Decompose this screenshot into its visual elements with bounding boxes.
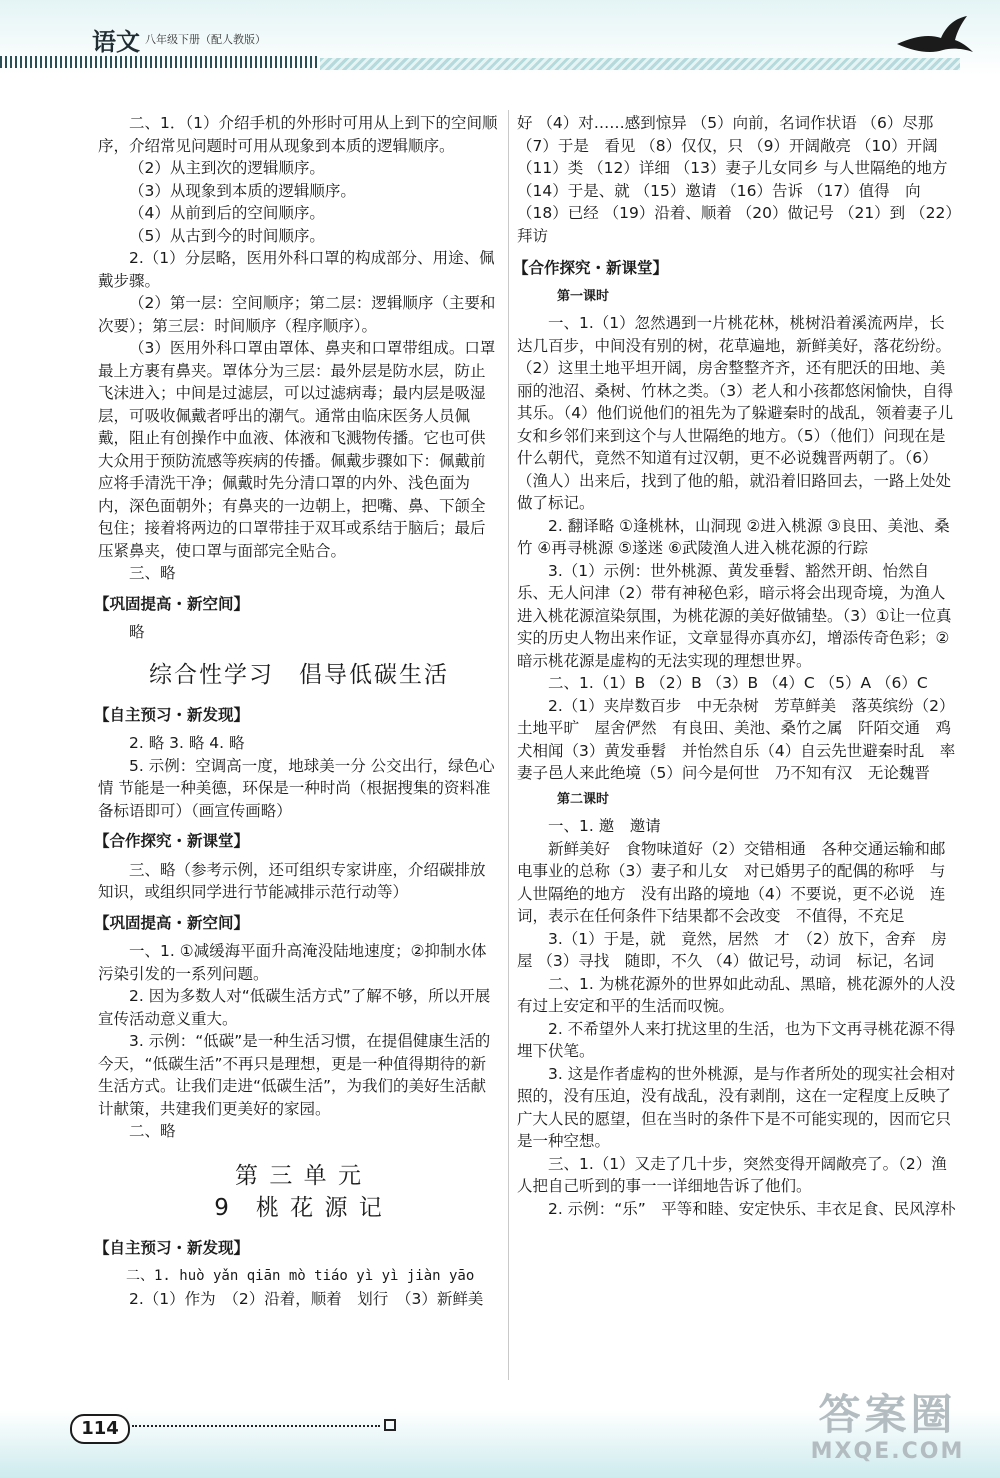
section-heading: 【巩固提高・新空间】 bbox=[94, 913, 250, 932]
section-heading: 【合作探究・新课堂】 bbox=[513, 259, 669, 277]
topic-title: 综合性学习 倡导低碳生活 bbox=[149, 661, 449, 688]
answer-paragraph: 2. 翻译略 ①逢桃林，山洞现 ②进入桃源 ③良田、美池、桑竹 ④再寻桃源 ⑤遂迷 ⑥武陵渔人进入桃花源的行踪 bbox=[517, 516, 950, 557]
answer-paragraph: 2. 因为多数人对“低碳生活方式”了解不够，所以开展宣传活动意义重大。 bbox=[98, 987, 491, 1028]
header-strip-decoration bbox=[320, 58, 960, 70]
unit-title: 第 三 单 元 bbox=[235, 1162, 363, 1189]
answer-paragraph: 2. 不希望外人来打扰这里的生活，也为下文再寻桃花源不得埋下伏笔。 bbox=[517, 1019, 956, 1060]
answer-paragraph: 三、略 bbox=[129, 564, 176, 582]
answer-paragraph: （3）从现象到本质的逻辑顺序。 bbox=[129, 181, 356, 200]
section-heading: 【自主预习・新发现】 bbox=[94, 1238, 250, 1257]
page-number: 114 bbox=[70, 1414, 130, 1444]
answer-paragraph: 好 （4）对……感到惊异 （5）向前，名词作状语 （6）尽那 （7）于是 看见 （8）仅仅，只 （9）开阔敞亮 （10）开阔 （11）类 （12）详细 （13）妻子儿女同乡 与人世隔绝的地方 （14）于是、就 （15）邀请 （16）告诉 （17）值得 向 （18）已经 （19）沿着、顺着 （20）做记号 （21）到 （22）拜访 bbox=[517, 114, 954, 245]
answer-paragraph: 一、1. 邀 邀请 bbox=[548, 817, 661, 835]
answer-paragraph: 一、1. ①减缓海平面升高淹没陆地速度；②抑制水体污染引发的一系列问题。 bbox=[98, 942, 487, 983]
lesson-period-heading: 第一课时 bbox=[557, 288, 610, 304]
answer-paragraph: 二、1.（1）B （2）B （3）B （4）C （5）A （6）C bbox=[548, 674, 928, 692]
answer-paragraph: 2. 示例：“乐” 平等和睦、安定快乐、丰衣足食、民风淳朴 bbox=[548, 1199, 956, 1218]
header-subject: 语文 bbox=[92, 28, 140, 56]
header-grade: 八年级下册（配人教版） bbox=[145, 33, 266, 46]
answer-paragraph: 3. 这是作者虚构的世外桃源，是与作者所处的现实社会相对照的，没有压迫，没有战乱，没有剥削，这在一定程度上反映了广大人民的愿望，但在当时的条件下是不可能实现的，因而它只是一种空想。 bbox=[517, 1064, 956, 1150]
answer-paragraph: 2.（1）分层略，医用外科口罩的构成部分、用途、佩戴步骤。 bbox=[98, 249, 495, 290]
answer-paragraph: 3.（1）示例：世外桃源、黄发垂髫、豁然开朗、怡然自乐、无人问津（2）带有神秘色彩，暗示将会出现奇境，为渔人进入桃花源渲染氛围，为桃花源的美好做铺垫。（3）①让一位真实的历史人物出来作证，文章显得亦真亦幻，增添传奇色彩；②暗示桃花源是虚构的无法实现的理想世界。 bbox=[517, 561, 952, 670]
right-column bbox=[513, 112, 957, 1220]
answer-paragraph: 一、1.（1）忽然遇到一片桃花林，桃树沿着溪流两岸，长达几百步，中间没有别的树，花草遍地，新鲜美好，落花纷纷。（2）这里土地平坦开阔，房舍整整齐齐，还有肥沃的田地、美丽的池沼、桑树、竹林之类。（3）老人和小孩都悠闲愉快，自得其乐。（4）他们说他们的祖先为了躲避秦时的战乱，领着妻子儿女和乡邻们来到这个与人世隔绝的地方。（5）（他们）问现在是什么朝代，竟然不知道有过汉朝，更不必说魏晋两朝了。（6）（渔人）出来后，找到了他的船，就沿着旧路回去，一路上处处做了标记。 bbox=[517, 314, 954, 512]
section-heading: 【合作探究・新课堂】 bbox=[94, 832, 250, 850]
answer-paragraph: （3）医用外科口罩由罩体、鼻夹和口罩带组成。口罩最上方裹有鼻夹。罩体分为三层：最外层是防水层，防止飞沫进入；中间是过滤层，可以过滤病毒；最内层是吸湿层，可吸收佩戴者呼出的潮气。通常由临床医务人员佩戴，阻止有创操作中血液、体液和飞溅物传播。它也可供大众用于预防流感等疾病的传播。佩戴步骤如下：佩戴前应将手清洗干净；佩戴时先分清口罩的内外、浅色面为内，深色面朝外；有鼻夹的一边朝上，把嘴、鼻、下颌全包住；接着将两边的口罩带挂于双耳或系结于脑后；最后压紧鼻夹，使口罩与面部完全贴合。 bbox=[98, 339, 496, 560]
pinyin-answer: 二、1. huò yǎn qiān mò tiáo yì yì jiàn yāo bbox=[126, 1268, 475, 1284]
answer-paragraph: 2. 略 3. 略 4. 略 bbox=[129, 734, 245, 752]
answer-paragraph: 2.（1）夹岸数百步 中无杂树 芳草鲜美 落英缤纷（2）土地平旷 屋舍俨然 有良田、美池、桑竹之属 阡陌交通 鸡犬相闻（3）黄发垂髫 并怡然自乐（4）自云先世避秦时乱 率妻子邑人来此绝境（5）问今是何世 乃不知有汉 无论魏晋 bbox=[517, 696, 956, 782]
footer-dotted-line bbox=[132, 1425, 380, 1427]
lesson-title: 9 桃 花 源 记 bbox=[214, 1194, 384, 1221]
answer-paragraph: （5）从古到今的时间顺序。 bbox=[129, 226, 325, 245]
header-ruler-decoration bbox=[0, 56, 320, 68]
answer-paragraph: 三、略（参考示例，还可组织专家讲座，介绍碳排放知识，或组织同学进行节能减排示范行动等） bbox=[98, 860, 486, 901]
watermark-en: MXQE.COM bbox=[810, 1439, 965, 1464]
watermark-cn: 答案圈 bbox=[818, 1390, 957, 1439]
answer-paragraph: （4）从前到后的空间顺序。 bbox=[129, 204, 325, 222]
answer-paragraph: 新鲜美好 食物味道好（2）交错相通 各种交通运输和邮电事业的总称（3）妻子和儿女 对已婚男子的配偶的称呼 与人世隔绝的地方 没有出路的境地（4）不要说，更不必说 连词，表示在任何条件下结果都不会改变 不值得，不充足 bbox=[517, 839, 946, 925]
footer-end-square bbox=[384, 1419, 396, 1431]
answer-paragraph: 5. 示例：空调高一度，地球美一分 公交出行，绿色心情 节能是一种美德，环保是一种时尚（根据搜集的资料准备标语即可）（画宣传画略） bbox=[98, 756, 495, 820]
left-column bbox=[94, 112, 500, 1310]
section-heading: 【自主预习・新发现】 bbox=[94, 705, 250, 724]
answer-paragraph: 3. 示例：“低碳”是一种生活习惯，在提倡健康生活的今天，“低碳生活”不再只是理想，更是一种值得期待的新生活方式。让我们走进“低碳生活”，为我们的美好生活献计献策，共建我们更美好的家园。 bbox=[98, 1032, 491, 1118]
answer-paragraph: （2）从主到次的逻辑顺序。 bbox=[129, 159, 325, 177]
answer-paragraph: 2.（1）作为 （2）沿着，顺着 划行 （3）新鲜美 bbox=[129, 1289, 484, 1308]
answer-paragraph: 二、1．（1）介绍手机的外形时可用从上到下的空间顺序，介绍常见问题时可用从现象到本质的逻辑顺序。 bbox=[98, 114, 498, 155]
lesson-period-heading: 第二课时 bbox=[557, 791, 610, 807]
section-heading: 【巩固提高・新空间】 bbox=[94, 594, 250, 613]
answer-paragraph: 二、1. 为桃花源外的世界如此动乱、黑暗，桃花源外的人没有过上安定和平的生活而叹惋。 bbox=[517, 974, 956, 1015]
answer-paragraph: 三、1.（1）又走了几十步，突然变得开阔敞亮了。（2）渔人把自己听到的事一一详细地告诉了他们。 bbox=[517, 1154, 947, 1195]
watermark bbox=[800, 1390, 975, 1464]
answer-paragraph: 二、略 bbox=[129, 1122, 176, 1140]
column-divider bbox=[508, 110, 509, 1380]
answer-paragraph: 3.（1）于是，就 竟然，居然 才 （2）放下，舍弃 房屋 （3）寻找 随即，不久 （4）做记号，动词 标记，名词 bbox=[517, 929, 947, 970]
answer-paragraph: （2）第一层：空间顺序；第二层：逻辑顺序（主要和次要）；第三层：时间顺序（程序顺序）。 bbox=[98, 294, 496, 335]
swallow-icon bbox=[895, 14, 975, 60]
answer-paragraph: 略 bbox=[129, 623, 145, 641]
